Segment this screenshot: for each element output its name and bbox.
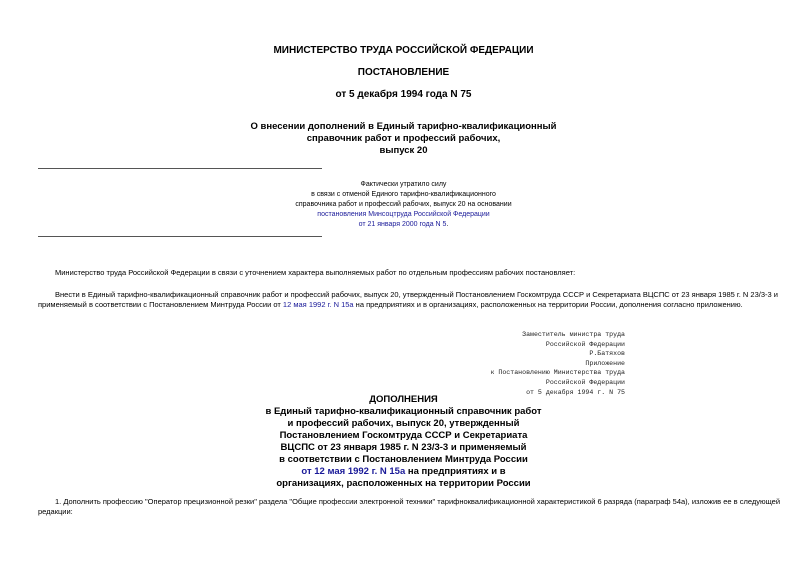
appendix-line: Постановлением Госкомтруда СССР и Секретариата [279, 430, 528, 441]
status-note-line: справочника работ и профессий рабочих, выпуск 20 на основании [295, 201, 512, 208]
status-note-line: в связи с отменой Единого тарифно-квалификационного [311, 191, 496, 198]
item-1-line-1: 1. Дополнить профессию "Оператор прецизионной резки" раздела "Общие профессии электронной техники" тарифноквалификационной характеристикой 6 разряда (параграф 54а), изложив ее в следующей [55, 497, 781, 506]
document-title-line: справочник работ и профессий рабочих, [306, 133, 501, 144]
appendix-line: в соответствии с Постановлением Минтруда России [279, 454, 528, 465]
divider-top [38, 168, 322, 169]
signature-line: Р.Батяхов [589, 350, 625, 358]
document-title-line: О внесении дополнений в Единый тарифно-квалификационный [250, 121, 557, 132]
item-1-line-2: редакции: [38, 507, 73, 516]
appendix-line: организациях, расположенных на территории России [276, 478, 531, 489]
status-note-line: Фактически утратило силу [360, 181, 447, 188]
status-note-link-decree[interactable]: постановления Минсоцтруда Российской Федерации [317, 211, 490, 218]
appendix-title [0, 394, 807, 490]
document-date-number: от 5 декабря 1994 года N 75 [335, 89, 472, 100]
appendix-line: ВЦСПС от 23 января 1985 г. N 23/3-3 и применяемый [280, 442, 527, 453]
status-note-link-date[interactable]: от 21 января 2000 года N 5 [358, 221, 447, 228]
status-note-suffix: . [446, 221, 449, 228]
paragraph-1-line-2 [38, 300, 803, 310]
signature-line: Российской Федерации [545, 378, 625, 386]
appendix-heading: ДОПОЛНЕНИЯ [369, 394, 438, 405]
intro-paragraph: Министерство труда Российской Федерации в связи с уточнением характера выполняемых работ по отдельным профессиям рабочих постановляет: [55, 268, 576, 277]
paragraph-1-text-end: на предприятиях и в организациях, расположенных на территории России, дополнения согласно приложению. [353, 300, 743, 309]
document-title [0, 121, 807, 157]
divider-bottom [38, 236, 322, 237]
signature-line: от 5 декабря 1994 г. N 75 [526, 388, 625, 396]
paragraph-1-text: применяемый в соответствии с Постановлением Минтруда России от [38, 300, 283, 309]
signature-line: Заместитель министра труда [522, 331, 625, 338]
signature-block [380, 330, 625, 397]
paragraph-1-link[interactable]: 12 мая 1992 г. N 15а [282, 300, 354, 309]
appendix-link[interactable]: от 12 мая 1992 г. N 15а [301, 466, 406, 477]
appendix-line: и профессий рабочих, выпуск 20, утвержденный [287, 418, 520, 429]
signature-line: Российской Федерации [545, 340, 625, 348]
ministry-title: МИНИСТЕРСТВО ТРУДА РОССИЙСКОЙ ФЕДЕРАЦИИ [273, 45, 534, 56]
signature-line: к Постановлению Министерства труда [490, 369, 625, 377]
appendix-line-end: на предприятиях и в [405, 466, 506, 477]
appendix-line [0, 466, 807, 478]
document-title-line: выпуск 20 [379, 145, 428, 156]
appendix-line: в Единый тарифно-квалификационный справочник работ [265, 406, 542, 417]
status-note [0, 180, 807, 230]
document-type: ПОСТАНОВЛЕНИЕ [357, 67, 450, 78]
signature-line: Приложение [585, 359, 625, 367]
paragraph-1-line-1: Внести в Единый тарифно-квалификационный справочник работ и профессий рабочих, выпуск 20, утвержденный Постановлением Госкомтруда СССР и Секретариата ВЦСПС от 23 января 1985 г. N 23/3-3 и [55, 290, 778, 299]
